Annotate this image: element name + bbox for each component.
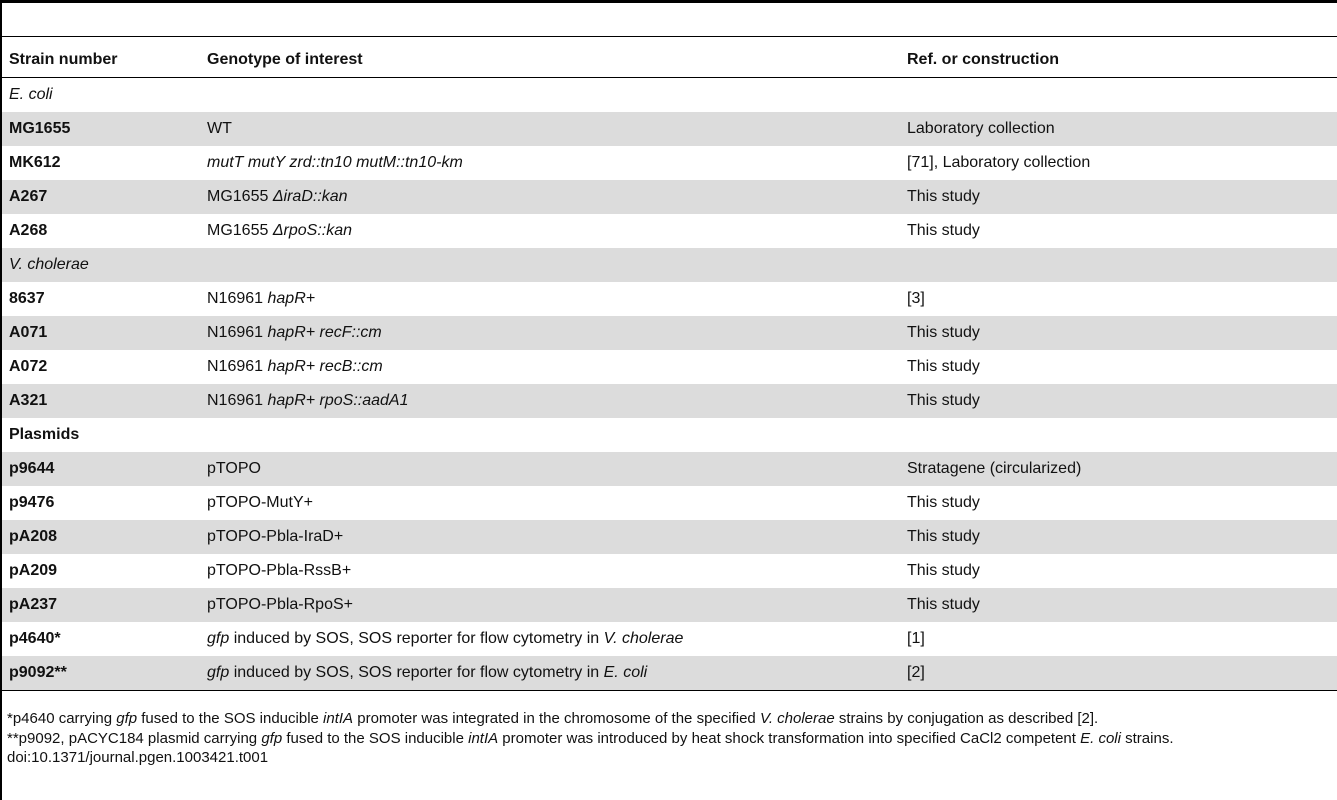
top-rule bbox=[0, 0, 1337, 3]
table-row bbox=[2, 588, 1337, 622]
footnote-2: **p9092, pACYC184 plasmid carrying gfp fused to the SOS inducible intIA promoter was introduced by heat shock transformation into specified CaCl2 competent E. coli strains. bbox=[7, 729, 1174, 747]
strain-number: p9092** bbox=[2, 656, 200, 691]
table-row bbox=[2, 180, 1337, 214]
reference: This study bbox=[900, 384, 1337, 418]
table-row bbox=[2, 112, 1337, 146]
genotype: pTOPO-Pbla-IraD+ bbox=[200, 520, 900, 554]
strain-number: p9644 bbox=[2, 452, 200, 486]
genotype: mutT mutY zrd::tn10 mutM::tn10-km bbox=[207, 154, 463, 171]
section-row bbox=[2, 248, 1337, 282]
reference: Laboratory collection bbox=[900, 112, 1337, 146]
caption-rule bbox=[0, 36, 1337, 37]
genotype: N16961 hapR+ recF::cm bbox=[200, 316, 900, 350]
reference: Stratagene (circularized) bbox=[900, 452, 1337, 486]
section-label: V. cholerae bbox=[2, 248, 1337, 282]
reference: This study bbox=[900, 180, 1337, 214]
section-row bbox=[2, 78, 1337, 113]
strain-number: pA237 bbox=[2, 588, 200, 622]
genotype: pTOPO-Pbla-RssB+ bbox=[207, 562, 352, 579]
header-strain-number: Strain number bbox=[2, 42, 200, 78]
reference: [2] bbox=[900, 656, 1337, 691]
table-row bbox=[2, 214, 1337, 248]
strain-number: MG1655 bbox=[2, 112, 200, 146]
strain-number: A321 bbox=[2, 384, 200, 418]
table-row bbox=[2, 146, 1337, 180]
table-row bbox=[2, 316, 1337, 350]
genotype: pTOPO-Pbla-RpoS+ bbox=[200, 588, 900, 622]
genotype: pTOPO-MutY+ bbox=[207, 494, 313, 511]
footnote-1: *p4640 carrying gfp fused to the SOS inducible intIA promoter was integrated in the chromosome of the specified V. cholerae strains by conjugation as described [2]. bbox=[7, 710, 1099, 727]
strain-number: A267 bbox=[2, 180, 200, 214]
table-row bbox=[2, 486, 1337, 520]
genotype: N16961 hapR+ rpoS::aadA1 bbox=[200, 384, 900, 418]
reference: This study bbox=[907, 494, 980, 511]
reference: This study bbox=[907, 358, 980, 375]
reference: This study bbox=[900, 588, 1337, 622]
table-body bbox=[2, 78, 1337, 691]
table-row bbox=[2, 350, 1337, 384]
genotype: N16961 hapR+ bbox=[207, 290, 316, 307]
strain-number: p9476 bbox=[9, 494, 55, 511]
reference: [71], Laboratory collection bbox=[907, 154, 1091, 171]
genotype: N16961 hapR+ recB::cm bbox=[207, 358, 383, 375]
reference: This study bbox=[907, 222, 980, 239]
genotype: MG1655 ΔiraD::kan bbox=[200, 180, 900, 214]
table-row bbox=[2, 554, 1337, 588]
genotype: pTOPO bbox=[200, 452, 900, 486]
table-row bbox=[2, 656, 1337, 691]
strain-number: A268 bbox=[9, 222, 48, 239]
strains-plasmids-table bbox=[2, 42, 1337, 691]
reference: [3] bbox=[907, 290, 925, 307]
genotype: MG1655 ΔrpoS::kan bbox=[207, 222, 353, 239]
reference: This study bbox=[900, 520, 1337, 554]
header-row bbox=[2, 42, 1337, 78]
reference: This study bbox=[907, 562, 980, 579]
table-row bbox=[2, 520, 1337, 554]
strain-number: MK612 bbox=[9, 154, 61, 171]
strain-number: p4640* bbox=[9, 630, 61, 647]
strain-number: A071 bbox=[2, 316, 200, 350]
table-row bbox=[2, 282, 1337, 316]
table-row bbox=[2, 622, 1337, 656]
section-row bbox=[2, 418, 1337, 452]
header-reference: Ref. or construction bbox=[900, 42, 1337, 78]
genotype: gfp induced by SOS, SOS reporter for flow cytometry in V. cholerae bbox=[207, 630, 684, 647]
strain-number: pA208 bbox=[2, 520, 200, 554]
doi: doi:10.1371/journal.pgen.1003421.t001 bbox=[7, 749, 269, 766]
section-label: E. coli bbox=[9, 86, 53, 103]
strain-number: 8637 bbox=[9, 290, 45, 307]
section-label: Plasmids bbox=[9, 426, 80, 443]
table-footnotes bbox=[7, 709, 1333, 768]
genotype: WT bbox=[200, 112, 900, 146]
reference: This study bbox=[900, 316, 1337, 350]
header-genotype: Genotype of interest bbox=[200, 42, 900, 78]
table-row bbox=[2, 452, 1337, 486]
table-row bbox=[2, 384, 1337, 418]
strain-number: A072 bbox=[9, 358, 48, 375]
genotype: gfp induced by SOS, SOS reporter for flow cytometry in E. coli bbox=[200, 656, 900, 691]
strain-number: pA209 bbox=[9, 562, 58, 579]
reference: [1] bbox=[907, 630, 925, 647]
